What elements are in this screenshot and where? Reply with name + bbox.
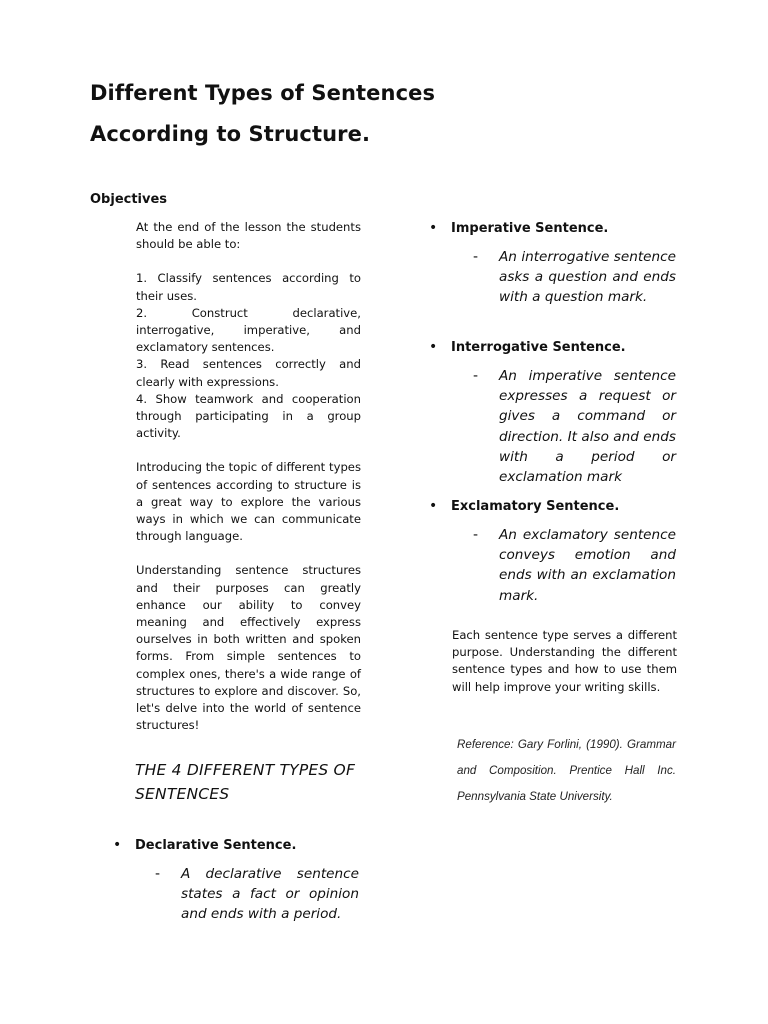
types-heading: THE 4 DIFFERENT TYPES OF SENTENCES bbox=[135, 761, 356, 803]
interrogative-definition: An imperative sentence expresses a request or gives a command or direction. It also and ends with a period or exclamation mark bbox=[499, 368, 676, 486]
declarative-title: Declarative Sentence. bbox=[135, 838, 297, 853]
objective-2: 2. Construct declarative, interrogative, imperative, and exclamatory sentences. bbox=[136, 305, 361, 355]
reference-citation: Reference: Gary Forlini, (1990). Grammar and Composition. Prentice Hall Inc. Pennsylvania State University. bbox=[457, 738, 676, 803]
objective-3: 3. Read sentences correctly and clearly with expressions. bbox=[136, 357, 361, 389]
bullet-icon: • bbox=[429, 220, 438, 236]
imperative-definition: An interrogative sentence asks a question and ends with a question mark. bbox=[499, 249, 676, 306]
interrogative-item bbox=[429, 339, 626, 355]
objectives-heading: Objectives bbox=[90, 192, 168, 207]
intro-paragraph: Introducing the topic of different types of sentences according to structure is a great way to explore the various ways in which we can communicate through language. bbox=[136, 460, 361, 544]
dash-icon: - bbox=[155, 866, 161, 882]
declarative-definition-row bbox=[155, 864, 359, 925]
declarative-item bbox=[113, 837, 296, 853]
imperative-item bbox=[429, 220, 608, 236]
objective-4: 4. Show teamwork and cooperation through participating in a group activity. bbox=[136, 391, 361, 441]
exclamatory-definition: An exclamatory sentence conveys emotion and ends with an exclamation mark. bbox=[499, 527, 676, 604]
summary-paragraph: Each sentence type serves a different purpose. Understanding the different sentence types and how to use them will help improve your writing skills. bbox=[452, 628, 677, 694]
dash-icon: - bbox=[473, 249, 479, 265]
interrogative-definition-row bbox=[473, 366, 676, 487]
intro-text: At the end of the lesson the students should be able to: bbox=[136, 220, 361, 252]
imperative-title: Imperative Sentence. bbox=[451, 221, 609, 236]
left-column-body bbox=[136, 219, 361, 734]
exclamatory-item bbox=[429, 498, 619, 514]
interrogative-title: Interrogative Sentence. bbox=[451, 340, 626, 355]
bullet-icon: • bbox=[113, 837, 122, 853]
bullet-icon: • bbox=[429, 498, 438, 514]
bullet-icon: • bbox=[429, 339, 438, 355]
objective-1: 1. Classify sentences according to their uses. bbox=[136, 271, 361, 303]
exclamatory-definition-row bbox=[473, 525, 676, 606]
understanding-paragraph: Understanding sentence structures and their purposes can greatly enhance our ability to convey meaning and effectively express ourselves in both written and spoken forms. From simple sentences to complex ones, there's a wide range of structures to explore and discover. So, let's delve into the world of sentence structures! bbox=[136, 563, 361, 733]
exclamatory-title: Exclamatory Sentence. bbox=[451, 499, 620, 514]
dash-icon: - bbox=[473, 368, 479, 384]
page-title-line2: According to Structure. bbox=[90, 122, 371, 146]
dash-icon: - bbox=[473, 527, 479, 543]
page-title-line1: Different Types of Sentences bbox=[90, 81, 436, 105]
declarative-definition: A declarative sentence states a fact or opinion and ends with a period. bbox=[181, 866, 359, 923]
imperative-definition-row bbox=[473, 247, 676, 308]
